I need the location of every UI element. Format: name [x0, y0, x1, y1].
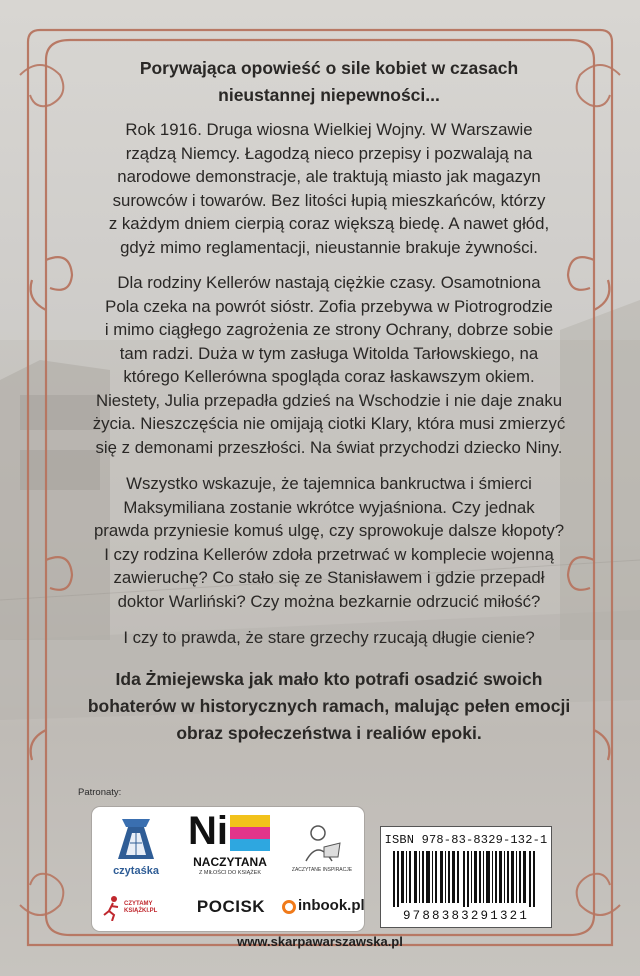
barcode-bars: [393, 851, 539, 907]
text-line: zawieruchę? Co stało się ze Stanisławem i gdzie przepadł: [113, 568, 545, 587]
text-line: gdyż mimo reglamentacji, nieustannie brakuje żywności.: [120, 237, 538, 257]
intro-line-1: Porywająca opowieść o sile kobiet w czasach: [139, 58, 519, 78]
paragraph-4: [86, 626, 572, 650]
runner-icon: [102, 895, 122, 921]
zaczytane-text: ZACZYTANE INSPIRACJE: [291, 867, 353, 873]
text-line: Dla rodziny Kellerów nastają ciężkie czasy. Osamotniona: [117, 273, 541, 292]
text-line: z każdym dniem cierpią coraz większą biedę. A nawet głód,: [108, 214, 550, 233]
publisher-website: www.skarpawarszawska.pl: [237, 934, 403, 949]
text-line: I czy to prawda, że stare grzechy rzucają długie cienie?: [123, 628, 535, 647]
text-line: Rok 1916. Druga wiosna Wielkiej Wojny. W Warszawie: [125, 120, 533, 139]
text-line: prawda przyniesie komuś ulgę, czy sprowokuje dalsze kłopoty?: [93, 521, 565, 540]
text-line: Wszystko wskazuje, że tajemnica bankructwa i śmierci: [126, 474, 532, 493]
reading-figure-icon: [288, 821, 356, 865]
author-blurb: [86, 666, 572, 747]
text-line: Maksymiliana zostanie wkrótce wyjaśniona. Czy jednak: [123, 497, 535, 517]
text-line: i mimo ciągłego zagrożenia ze strony Ochrany, dobrze sobie: [104, 320, 554, 339]
pocisk-logo: [188, 897, 274, 923]
czytaska-icon: [102, 815, 170, 865]
blurb-line: Ida Żmiejewska jak mało kto potrafi osadzić swoich: [115, 669, 543, 689]
text-line: Niestety, Julia przepadła gdzieś na Wschodzie i nie daje znaku: [95, 390, 563, 410]
isbn-text: ISBN 978-83-8329-132-1: [384, 833, 548, 847]
paragraph-2: [86, 271, 572, 459]
text-line: narodowe demonstracje, ale traktują miasto jak magazyn: [117, 167, 541, 186]
naczytana-mark: [184, 809, 276, 853]
inbook-logo: [280, 897, 365, 923]
czytaska-text: czytaśka: [113, 865, 159, 877]
czytaska-logo: [102, 815, 170, 879]
blurb-line: obraz społeczeństwa i realiów epoki.: [176, 723, 482, 743]
paragraph-1: [86, 118, 572, 259]
zaczytane-logo: [288, 821, 356, 881]
isbn-barcode: [380, 826, 552, 928]
intro-line-2: nieustannej niepewności...: [218, 85, 440, 105]
patron-logos-panel: [92, 807, 364, 931]
text-line: życia. Nieszczęścia nie omijają ciotki Klary, która musi zmierzyć: [92, 414, 566, 433]
patronaty-label: Patronaty:: [78, 787, 122, 798]
czytamy-logo: [102, 893, 170, 923]
text-line: Pola czeka na powrót sióstr. Zofia przebywa w Piotrogrodzie: [105, 296, 553, 316]
text-line: którego Kellerówna spogląda coraz łaskawszym okiem.: [123, 367, 535, 386]
czytamy-text: CZYTAMY KSIĄŻKI.PL: [124, 901, 158, 914]
text-line: I czy rodzina Kellerów zdoła przetrwać w komplecie wojenną: [104, 544, 554, 564]
text-line: rządzą Niemcy. Łagodzą nieco przepisy i pozwalają na: [125, 143, 533, 163]
text-line: tam radzi. Duża w tym zasługa Witolda Tarłowskiego, na: [119, 343, 539, 363]
intro-heading: [86, 55, 572, 109]
text-line: surowców i towarów. Bez litości łupią mieszkańców, którzy: [112, 190, 546, 210]
pocisk-text: POCISK: [196, 897, 266, 916]
inbook-text: inbook.pl: [298, 897, 365, 914]
paragraph-3: [86, 472, 572, 613]
text-line: się z demonami przeszłości. Na świat przychodzi dziecko Niny.: [95, 437, 563, 457]
ni-mark: Ni: [188, 809, 228, 853]
inbook-circle-icon: [282, 900, 296, 914]
barcode-digits: 9788383291321: [402, 909, 530, 923]
naczytana-logo: [184, 809, 276, 883]
naczytana-sub: Z MIŁOŚCI DO KSIĄŻEK: [198, 870, 262, 876]
naczytana-text: NACZYTANA: [193, 855, 267, 869]
text-line: doktor Warliński? Czy można bezkarnie odrzucić miłość?: [117, 591, 541, 611]
blurb-line: bohaterów w historycznych ramach, malując pełen emocji: [87, 696, 571, 716]
